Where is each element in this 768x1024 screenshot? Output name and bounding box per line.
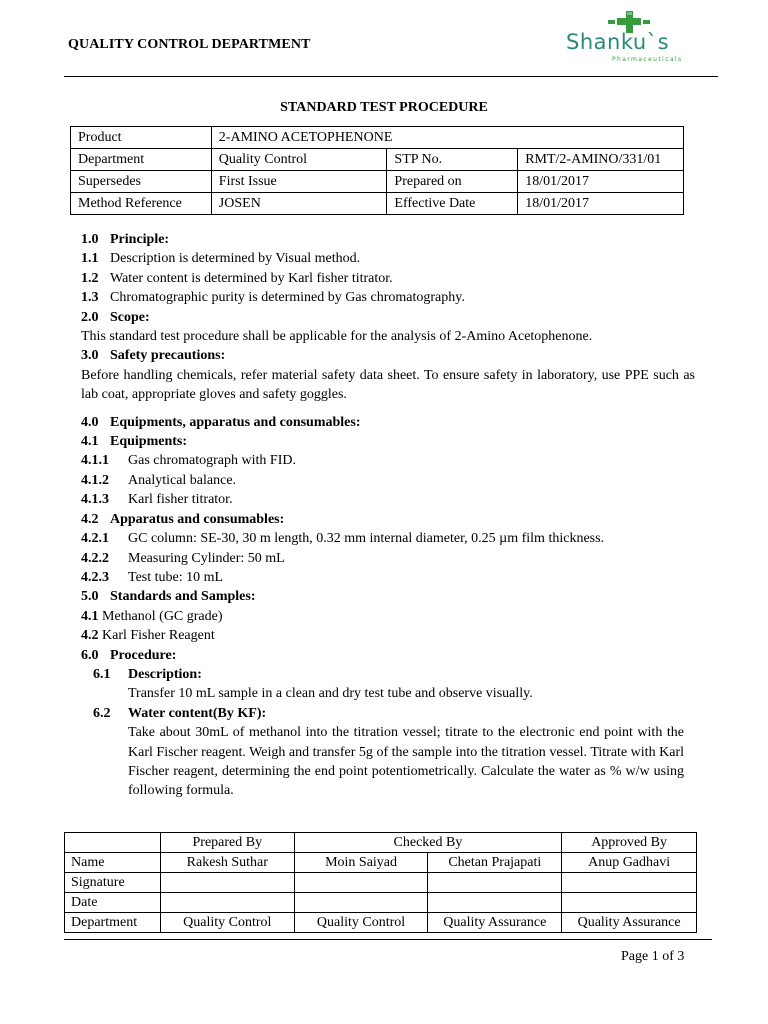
signature-cell	[428, 873, 562, 893]
prepared-by-header: Prepared By	[160, 833, 294, 853]
date-label: Date	[65, 893, 161, 913]
section-heading: 4.0 Equipments, apparatus and consumables:	[81, 414, 361, 430]
department-value: Quality Control	[211, 149, 387, 171]
signature-label: Signature	[65, 873, 161, 893]
department-cell: Quality Assurance	[562, 913, 697, 933]
section-heading: 6.0 Procedure:	[81, 647, 177, 663]
prepared-on-value: 18/01/2017	[518, 171, 684, 193]
subsection-heading: 6.1 Description:	[93, 666, 202, 682]
procedure-body	[81, 230, 695, 801]
info-row-supersedes	[71, 171, 684, 193]
document-title: STANDARD TEST PROCEDURE	[280, 100, 488, 115]
paragraph: This standard test procedure shall be applicable for the analysis of 2-Amino Acetophenone.	[81, 329, 593, 345]
section-heading: 2.0 Scope:	[81, 309, 150, 325]
supersedes-value: First Issue	[211, 171, 387, 193]
table-row	[65, 893, 697, 913]
list-item: 4.2.3 Test tube: 10 mL	[81, 569, 224, 585]
table-row	[65, 833, 697, 853]
section-heading: 1.0 Principle:	[81, 232, 170, 247]
stp-value: RMT/2-AMINO/331/01	[518, 149, 684, 171]
section-heading: 5.0 Standards and Samples:	[81, 589, 256, 605]
product-value: 2-AMINO ACETOPHENONE	[211, 127, 683, 149]
logo-wordmark: Shanku`s	[566, 30, 670, 54]
department-cell: Quality Control	[160, 913, 294, 933]
list-item: 4.1.2 Analytical balance.	[81, 472, 237, 488]
date-cell	[294, 893, 428, 913]
department-cell: Quality Assurance	[428, 913, 562, 933]
name-cell: Rakesh Suthar	[160, 853, 294, 873]
department-row-label: Department	[65, 913, 161, 933]
subsection-heading: 6.2 Water content(By KF):	[93, 705, 267, 721]
paragraph: Transfer 10 mL sample in a clean and dry test tube and observe visually.	[128, 686, 533, 702]
table-row	[65, 873, 697, 893]
effective-date-label: Effective Date	[387, 193, 518, 215]
product-label: Product	[71, 127, 212, 149]
effective-date-value: 18/01/2017	[518, 193, 684, 215]
name-cell: Moin Saiyad	[294, 853, 428, 873]
signature-cell	[562, 873, 697, 893]
supersedes-label: Supersedes	[71, 171, 212, 193]
info-row-method	[71, 193, 684, 215]
list-item: 4.2 Karl Fisher Reagent	[81, 628, 215, 644]
list-item: 4.2.1 GC column: SE-30, 30 m length, 0.32 mm internal diameter, 0.25 µm film thickness.	[81, 531, 605, 547]
document-info-table	[70, 126, 684, 215]
method-reference-value: JOSEN	[211, 193, 387, 215]
department-label: Department	[71, 149, 212, 171]
stp-label: STP No.	[387, 149, 518, 171]
list-item: 4.1.1 Gas chromatograph with FID.	[81, 453, 296, 469]
paragraph: Before handling chemicals, refer material safety data sheet. To ensure safety in laboratory, use PPE such as lab coat, appropriate gloves and safety goggles.	[81, 367, 695, 403]
company-logo	[562, 8, 702, 68]
list-item: 1.2 Water content is determined by Karl fisher titrator.	[81, 270, 393, 286]
approved-by-header: Approved By	[562, 833, 697, 853]
method-reference-label: Method Reference	[71, 193, 212, 215]
name-cell: Anup Gadhavi	[562, 853, 697, 873]
paragraph: Take about 30mL of methanol into the titration vessel; titrate to the electronic end point with the Karl Fischer reagent. Weigh and transfer 5g of the sample into the titration vessel. Titrate with Karl Fischer reagent, determining the end point potentiometrically. Calculate the water as % w/w using following formula.	[128, 725, 684, 799]
department-cell: Quality Control	[294, 913, 428, 933]
info-row-product	[71, 127, 684, 149]
header-divider	[64, 76, 718, 77]
list-item: 1.3 Chromatographic purity is determined by Gas chromatography.	[81, 290, 465, 306]
signature-cell	[294, 873, 428, 893]
logo-subtext: Pharmaceuticals	[612, 56, 683, 63]
table-row	[65, 853, 697, 873]
subsection-heading: 4.1 Equipments:	[81, 434, 188, 450]
list-item: 4.1.3 Karl fisher titrator.	[81, 492, 233, 508]
signature-cell	[160, 873, 294, 893]
section-heading: 3.0 Safety precautions:	[81, 348, 226, 364]
signoff-table	[64, 832, 697, 933]
info-row-department	[71, 149, 684, 171]
list-item: 4.1 Methanol (GC grade)	[81, 608, 223, 624]
footer-divider	[64, 939, 712, 940]
page-number: Page 1 of 3	[621, 949, 685, 964]
table-row	[65, 913, 697, 933]
subsection-heading: 4.2 Apparatus and consumables:	[81, 511, 285, 527]
name-cell: Chetan Prajapati	[428, 853, 562, 873]
prepared-on-label: Prepared on	[387, 171, 518, 193]
date-cell	[428, 893, 562, 913]
list-item: 1.1 Description is determined by Visual method.	[81, 251, 361, 267]
date-cell	[160, 893, 294, 913]
checked-by-header: Checked By	[294, 833, 562, 853]
department-title: QUALITY CONTROL DEPARTMENT	[68, 37, 311, 52]
list-item: 4.2.2 Measuring Cylinder: 50 mL	[81, 550, 285, 566]
name-label: Name	[65, 853, 161, 873]
date-cell	[562, 893, 697, 913]
